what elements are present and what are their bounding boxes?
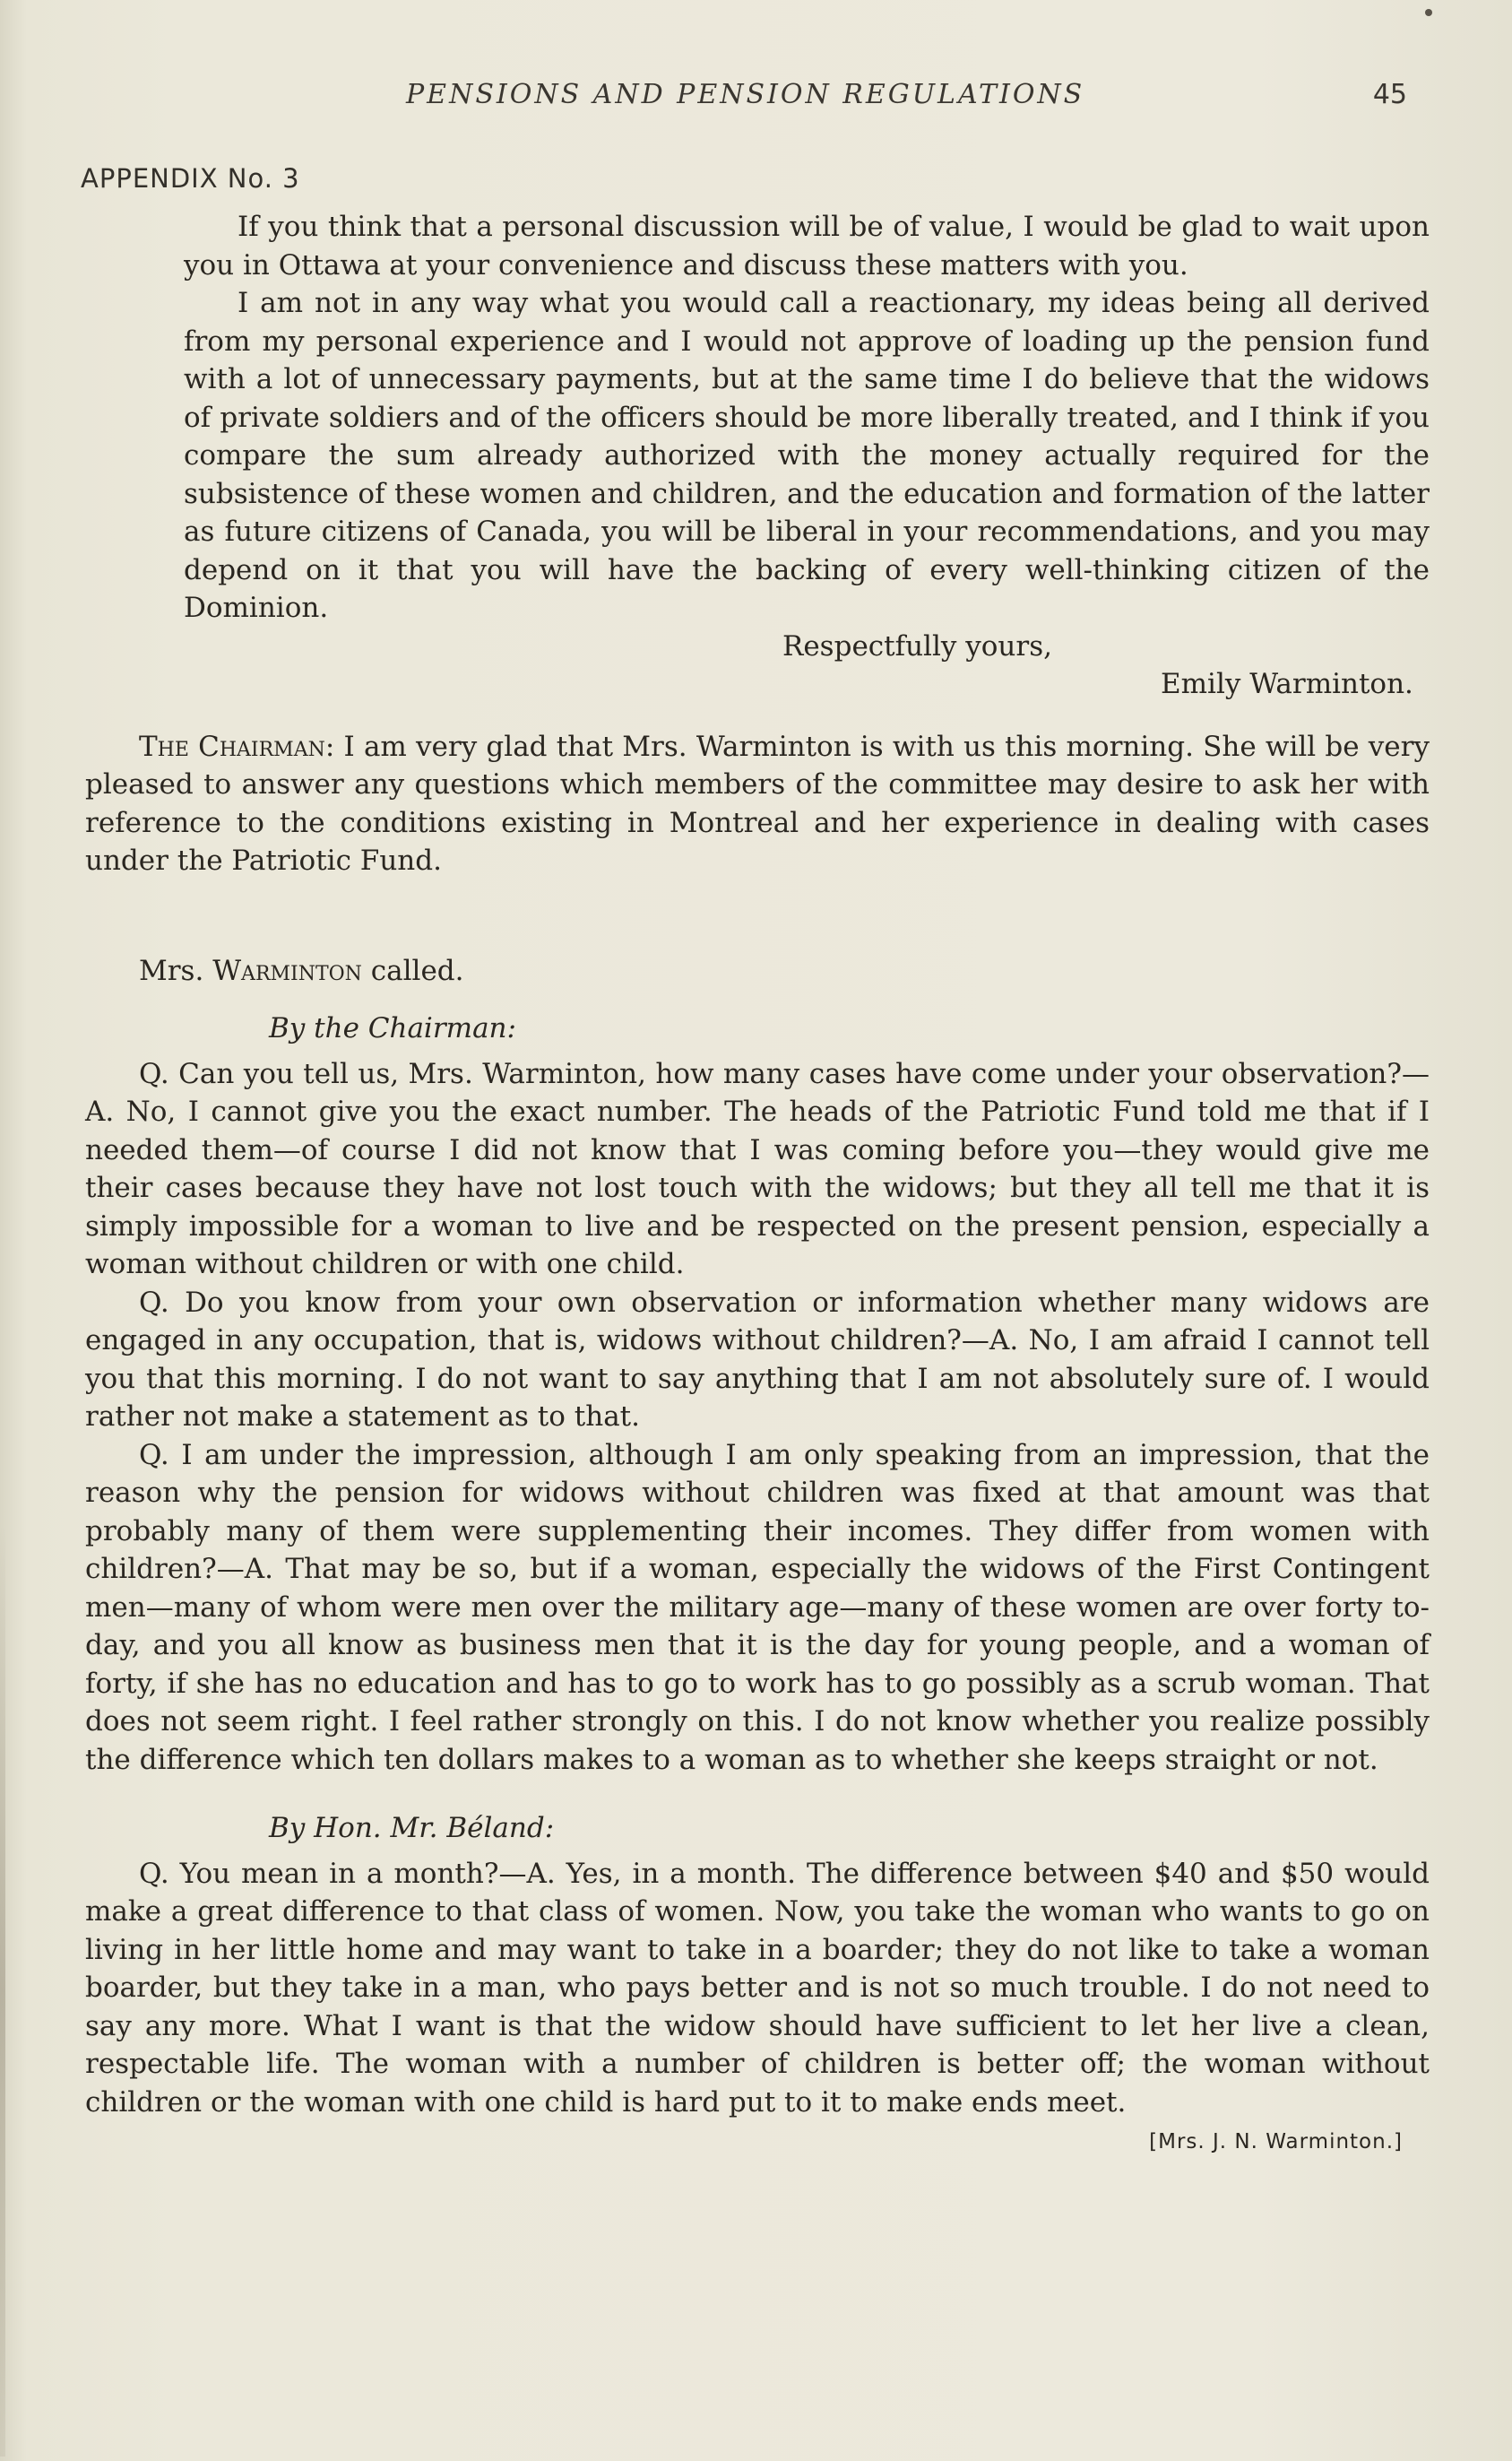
page-number: 45	[1372, 79, 1407, 110]
running-title: PENSIONS AND PENSION REGULATIONS	[406, 79, 1085, 110]
qa-paragraph: Q. You mean in a month?—A. Yes, in a month. The difference between $40 and $50 would make a great difference to that class of women. Now, you take the woman who wants to go on living in her little home and may want to take in a boarder; they do not like to take a woman boarder, but they take in a man, who pays better and is not so much trouble. I do not need to say any more. What I want is that the widow should have sufficient to let her live a clean, respectable life. The woman with a number of children is better off; the woman without children or the woman with one child is hard put to it to make ends meet.	[85, 1857, 1430, 2119]
letter-signature: Emily Warminton.	[1161, 667, 1413, 700]
speaker-name: The Chairman	[139, 730, 325, 763]
qa-paragraph: Q. Do you know from your own observation or information whether many widows are engaged in any occupation, that is, widows without children?—A. No, I am afraid I cannot tell you that this morning. I do not want to say anything that I am not absolutely sure of. I would rather not make a statement as to that.	[85, 1286, 1430, 1433]
binding-shadow	[0, 1524, 5, 2457]
attribution: [Mrs. J. N. Warminton.]	[1149, 2130, 1403, 2153]
page-header	[179, 79, 1407, 124]
body-text	[85, 208, 1430, 2162]
letter-body	[85, 208, 1430, 708]
examiner-heading: By the Chairman:	[269, 1012, 516, 1044]
print-speck	[1425, 9, 1432, 16]
examiner-heading: By Hon. Mr. Béland:	[269, 1812, 555, 1844]
witness-prefix: Mrs.	[139, 954, 213, 987]
witness-suffix: called.	[361, 954, 464, 987]
witness-called	[85, 952, 1430, 991]
chairman-statement	[85, 728, 1430, 880]
qa-paragraph: Q. I am under the impression, although I am only speaking from an impression, that the reason why the pension for widows without children was fixed at that amount was that probably many of them were supplementing their incomes. They differ from women with children?—A. That may be so, but if a woman, especially the widows of the First Contingent men—many of whom were men over the military age—many of these women are over forty to-day, and you all know as business men that it is the day for young people, and a woman of forty, if she has no education and has to go to work has to go possibly as a scrub woman. That does not seem right. I feel rather strongly on this. I do not know whether you realize possibly the difference which ten dollars makes to a woman as to whether she keeps straight or not.	[85, 1438, 1430, 1776]
letter-paragraph: I am not in any way what you would call a reactionary, my ideas being all derived from my personal experience and I would not approve of loading up the pension fund with a lot of unnecessary payments, but at the same time I do believe that the widows of private soldiers and of the officers should be more liberally treated, and I think if you compare the sum already authorized with the money actually required for the subsistence of these women and children, and the education and formation of the latter as future citizens of Canada, you will be liberal in your recommendations, and you may depend on it that you will have the backing of every well-thinking citizen of the Dominion.	[184, 287, 1430, 624]
appendix-label: APPENDIX No. 3	[81, 163, 300, 194]
letter-closing: Respectfully yours,	[782, 629, 1052, 663]
qa-paragraph: Q. Can you tell us, Mrs. Warminton, how many cases have come under your observation?—A. No, I cannot give you the exact number. The heads of the Patriotic Fund told me that if I needed them—of course I did not know that I was coming before you—they would give me their cases because they have not lost touch with the widows; but they all tell me that it is simply impossible for a woman to live and be respected on the present pension, especially a woman without children or with one child.	[85, 1057, 1430, 1280]
letter-paragraph: If you think that a personal discussion will be of value, I would be glad to wait upon you in Ottawa at your convenience and discuss these matters with you.	[184, 211, 1430, 282]
statement-text: : I am very glad that Mrs. Warminton is with us this morning. She will be very pleased to answer any questions which members of the committee may desire to ask her with reference to the conditions existing in Montreal and her experience in dealing with cases under the Patriotic Fund.	[85, 730, 1430, 877]
witness-name: Warminton	[212, 954, 362, 987]
